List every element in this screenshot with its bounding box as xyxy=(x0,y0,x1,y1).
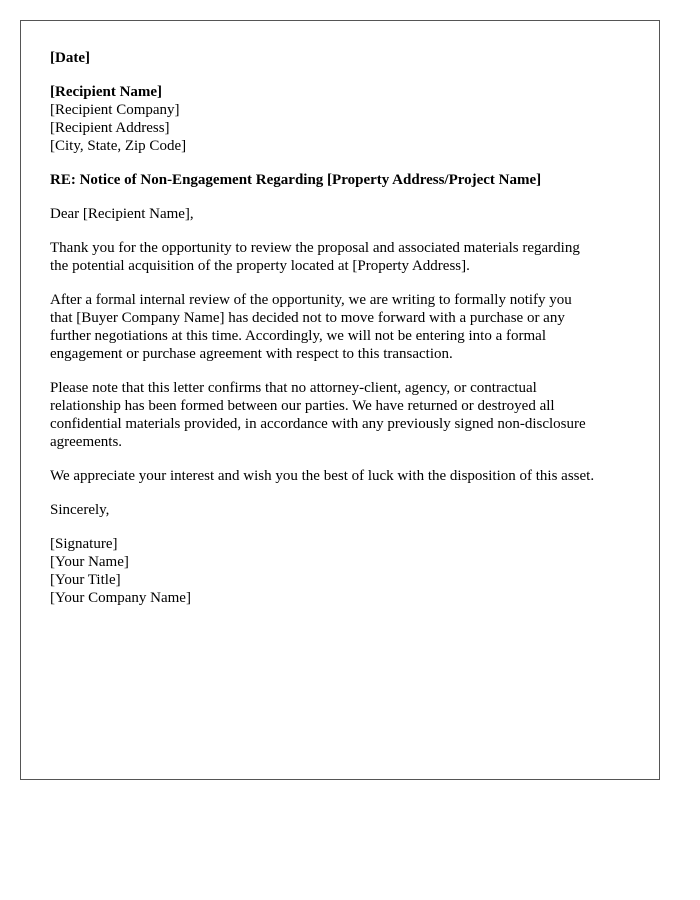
recipient-city-state-zip: [City, State, Zip Code] xyxy=(50,138,187,154)
paragraph-line: relationship has been formed between our parties. We have returned or destroyed all xyxy=(50,398,555,414)
paragraph-line: agreements. xyxy=(50,434,123,450)
paragraph-4 xyxy=(50,467,640,485)
paragraph-line: Thank you for the opportunity to review the proposal and associated materials regarding xyxy=(50,240,580,256)
sender-name: [Your Name] xyxy=(50,554,129,570)
recipient-address: [Recipient Address] xyxy=(50,120,170,136)
subject-block xyxy=(50,171,640,189)
salutation-block xyxy=(50,205,640,223)
paragraph-line: the potential acquisition of the property located at [Property Address]. xyxy=(50,258,470,274)
paragraph-1 xyxy=(50,239,640,275)
letter-page xyxy=(20,20,660,780)
paragraph-2 xyxy=(50,291,640,363)
sender-company: [Your Company Name] xyxy=(50,590,191,606)
paragraph-3 xyxy=(50,379,640,451)
paragraph-line: that [Buyer Company Name] has decided not to move forward with a purchase or any xyxy=(50,310,565,326)
letter-date: [Date] xyxy=(50,50,90,66)
recipient-company: [Recipient Company] xyxy=(50,102,180,118)
recipient-name: [Recipient Name] xyxy=(50,84,163,100)
paragraph-line: confidential materials provided, in accordance with any previously signed non-disclosure xyxy=(50,416,586,432)
date-block xyxy=(50,49,640,67)
paragraph-line: Please note that this letter confirms that no attorney-client, agency, or contractual xyxy=(50,380,537,396)
recipient-block xyxy=(50,83,640,155)
paragraph-line: engagement or purchase agreement with respect to this transaction. xyxy=(50,346,453,362)
signature-block xyxy=(50,535,640,607)
subject-line: RE: Notice of Non-Engagement Regarding [Property Address/Project Name] xyxy=(50,172,542,188)
closing: Sincerely, xyxy=(50,502,110,518)
paragraph-line: We appreciate your interest and wish you the best of luck with the disposition of this asset. xyxy=(50,468,595,484)
paragraph-line: After a formal internal review of the opportunity, we are writing to formally notify you xyxy=(50,292,572,308)
sender-title: [Your Title] xyxy=(50,572,121,588)
closing-block xyxy=(50,501,640,519)
signature: [Signature] xyxy=(50,536,118,552)
letter-body xyxy=(50,49,640,607)
salutation: Dear [Recipient Name], xyxy=(50,206,194,222)
paragraph-line: further negotiations at this time. Accordingly, we will not be entering into a formal xyxy=(50,328,546,344)
